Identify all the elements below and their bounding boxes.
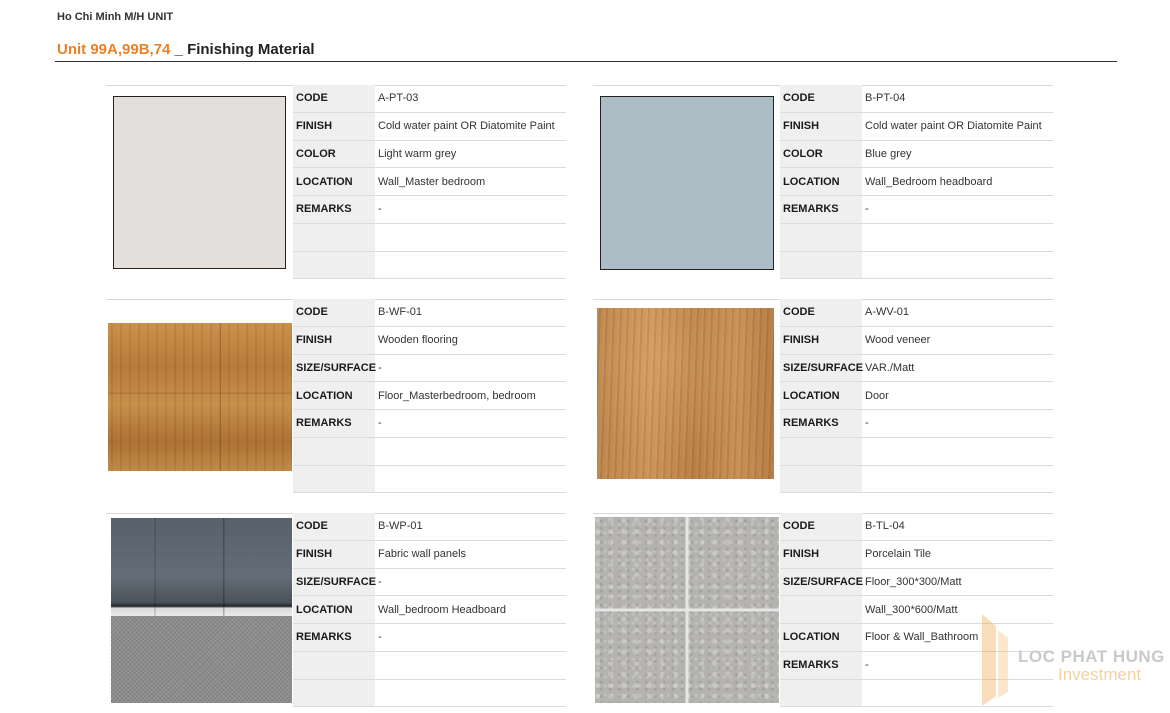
spec-value: - [378, 631, 382, 644]
spec-label: FINISH [293, 327, 375, 354]
spec-label [780, 466, 862, 493]
spec-row [293, 141, 566, 169]
logo-mark-icon [976, 612, 1010, 708]
fabric-texture [111, 616, 292, 703]
spec-table [293, 513, 566, 707]
spec-value: - [378, 575, 382, 588]
spec-row [293, 252, 566, 280]
unit-title: Unit 99A,99B,74 [57, 41, 171, 58]
spec-value [862, 224, 1053, 251]
spec-label [293, 466, 375, 493]
spec-row [780, 541, 1053, 569]
spec-value: - [865, 417, 869, 430]
spec-label [780, 224, 862, 251]
spec-value [862, 252, 1053, 279]
spec-label: SIZE/SURFACE [780, 569, 862, 596]
spec-label: LOCATION [780, 624, 862, 651]
spec-label: FINISH [293, 113, 375, 140]
spec-label: FINISH [293, 541, 375, 568]
material-card-a-pt-03 [106, 85, 566, 279]
spec-value: Wood veneer [865, 334, 931, 347]
spec-label [293, 680, 375, 707]
spec-table [780, 299, 1053, 493]
spec-row [780, 299, 1053, 327]
company-logo-watermark [976, 612, 1166, 708]
spec-row [293, 355, 566, 383]
spec-row [780, 410, 1053, 438]
title-divider [55, 61, 1117, 62]
spec-value [862, 438, 1053, 465]
material-card-b-wf-01 [106, 299, 566, 493]
spec-row [780, 113, 1053, 141]
spec-value: VAR./Matt [865, 361, 915, 374]
spec-row [293, 680, 566, 708]
spec-row [780, 196, 1053, 224]
spec-row [780, 438, 1053, 466]
spec-value: B-PT-04 [865, 92, 906, 105]
spec-row [293, 652, 566, 680]
spec-row [293, 624, 566, 652]
material-card-b-wp-01 [106, 513, 566, 707]
spec-label: LOCATION [293, 382, 375, 409]
spec-label: CODE [293, 513, 375, 540]
spec-label: SIZE/SURFACE [293, 569, 375, 596]
spec-row [780, 382, 1053, 410]
spec-value: A-WV-01 [865, 306, 910, 319]
spec-row [780, 466, 1053, 494]
spec-value [375, 652, 566, 679]
spec-row [780, 327, 1053, 355]
spec-value: - [865, 203, 869, 216]
spec-value: Cold water paint OR Diatomite Paint [865, 120, 1042, 133]
spec-label: LOCATION [293, 596, 375, 623]
spec-value: B-WP-01 [378, 520, 423, 533]
logo-subtitle: Investment [1058, 665, 1142, 684]
spec-row [293, 196, 566, 224]
spec-row [293, 466, 566, 494]
spec-label: COLOR [780, 141, 862, 168]
spec-label: CODE [780, 299, 862, 326]
spec-table [293, 85, 566, 279]
spec-value: Door [865, 389, 889, 402]
spec-row [293, 513, 566, 541]
spec-row [780, 513, 1053, 541]
spec-row [780, 224, 1053, 252]
spec-row [293, 168, 566, 196]
spec-value: Wooden flooring [378, 334, 458, 347]
spec-label: SIZE/SURFACE [293, 355, 375, 382]
spec-row [293, 382, 566, 410]
spec-row [293, 327, 566, 355]
paint-swatch-light-warm-grey [113, 96, 286, 269]
spec-label: CODE [780, 513, 862, 540]
wood-veneer-image [597, 308, 774, 479]
spec-value: Wall_300*600/Matt [865, 603, 958, 616]
spec-value: Fabric wall panels [378, 548, 467, 561]
spec-row [293, 410, 566, 438]
spec-value: Wall_Master bedroom [378, 175, 486, 188]
spec-label: REMARKS [293, 410, 375, 437]
spec-value [375, 680, 566, 707]
spec-label: FINISH [780, 541, 862, 568]
spec-label: REMARKS [780, 652, 862, 679]
spec-value [375, 224, 566, 251]
spec-row [293, 113, 566, 141]
spec-row [293, 596, 566, 624]
spec-value: Light warm grey [378, 147, 457, 160]
spec-label: REMARKS [780, 410, 862, 437]
spec-row [293, 85, 566, 113]
spec-value [862, 466, 1053, 493]
spec-row [293, 299, 566, 327]
fabric-wall-panel-image [111, 518, 292, 703]
spec-label: CODE [780, 85, 862, 112]
spec-label: COLOR [293, 141, 375, 168]
page-title [57, 41, 315, 58]
spec-value: A-PT-03 [378, 92, 419, 105]
spec-value: Wall_Bedroom headboard [865, 175, 993, 188]
spec-value [375, 438, 566, 465]
spec-value: - [378, 417, 382, 430]
spec-label [293, 224, 375, 251]
spec-table [780, 85, 1053, 279]
spec-row [780, 355, 1053, 383]
spec-value [375, 466, 566, 493]
spec-value: Cold water paint OR Diatomite Paint [378, 120, 555, 133]
material-card-b-pt-04 [593, 85, 1053, 279]
material-card-a-wv-01 [593, 299, 1053, 493]
spec-value: - [865, 659, 869, 672]
spec-value: B-WF-01 [378, 306, 422, 319]
spec-value: - [378, 203, 382, 216]
spec-row [780, 252, 1053, 280]
spec-label: LOCATION [293, 168, 375, 195]
spec-label: FINISH [780, 113, 862, 140]
porcelain-tile-image [595, 517, 779, 703]
spec-value: Blue grey [865, 147, 912, 160]
spec-row [293, 438, 566, 466]
spec-label: REMARKS [293, 624, 375, 651]
spec-label [780, 680, 862, 707]
spec-value: B-TL-04 [865, 520, 905, 533]
spec-row [780, 141, 1053, 169]
spec-label [293, 438, 375, 465]
spec-label [780, 438, 862, 465]
spec-label: LOCATION [780, 168, 862, 195]
spec-label: LOCATION [780, 382, 862, 409]
title-suffix: _ Finishing Material [170, 41, 315, 58]
spec-row [780, 569, 1053, 597]
spec-row [780, 85, 1053, 113]
spec-value [375, 252, 566, 279]
spec-value: Floor_300*300/Matt [865, 575, 962, 588]
spec-label: REMARKS [780, 196, 862, 223]
spec-table [293, 299, 566, 493]
project-label: Ho Chi Minh M/H UNIT [57, 11, 174, 23]
spec-label [293, 652, 375, 679]
spec-label [780, 252, 862, 279]
spec-label [780, 596, 862, 623]
spec-value: - [378, 361, 382, 374]
spec-label: CODE [293, 85, 375, 112]
logo-name: LOC PHAT HUNG [1018, 647, 1165, 666]
spec-value: Floor_Masterbedroom, bedroom [378, 389, 536, 402]
paint-swatch-blue-grey [600, 96, 774, 270]
spec-row [293, 224, 566, 252]
spec-label: FINISH [780, 327, 862, 354]
spec-row [780, 168, 1053, 196]
spec-row [293, 569, 566, 597]
spec-row [293, 541, 566, 569]
spec-value: Porcelain Tile [865, 548, 932, 561]
spec-label [293, 252, 375, 279]
spec-label: CODE [293, 299, 375, 326]
spec-value: Floor & Wall_Bathroom [865, 631, 979, 644]
spec-label: SIZE/SURFACE [780, 355, 862, 382]
spec-label: REMARKS [293, 196, 375, 223]
wooden-flooring-image [108, 323, 292, 471]
spec-value: Wall_bedroom Headboard [378, 603, 506, 616]
bedroom-headboard-photo [111, 518, 292, 616]
